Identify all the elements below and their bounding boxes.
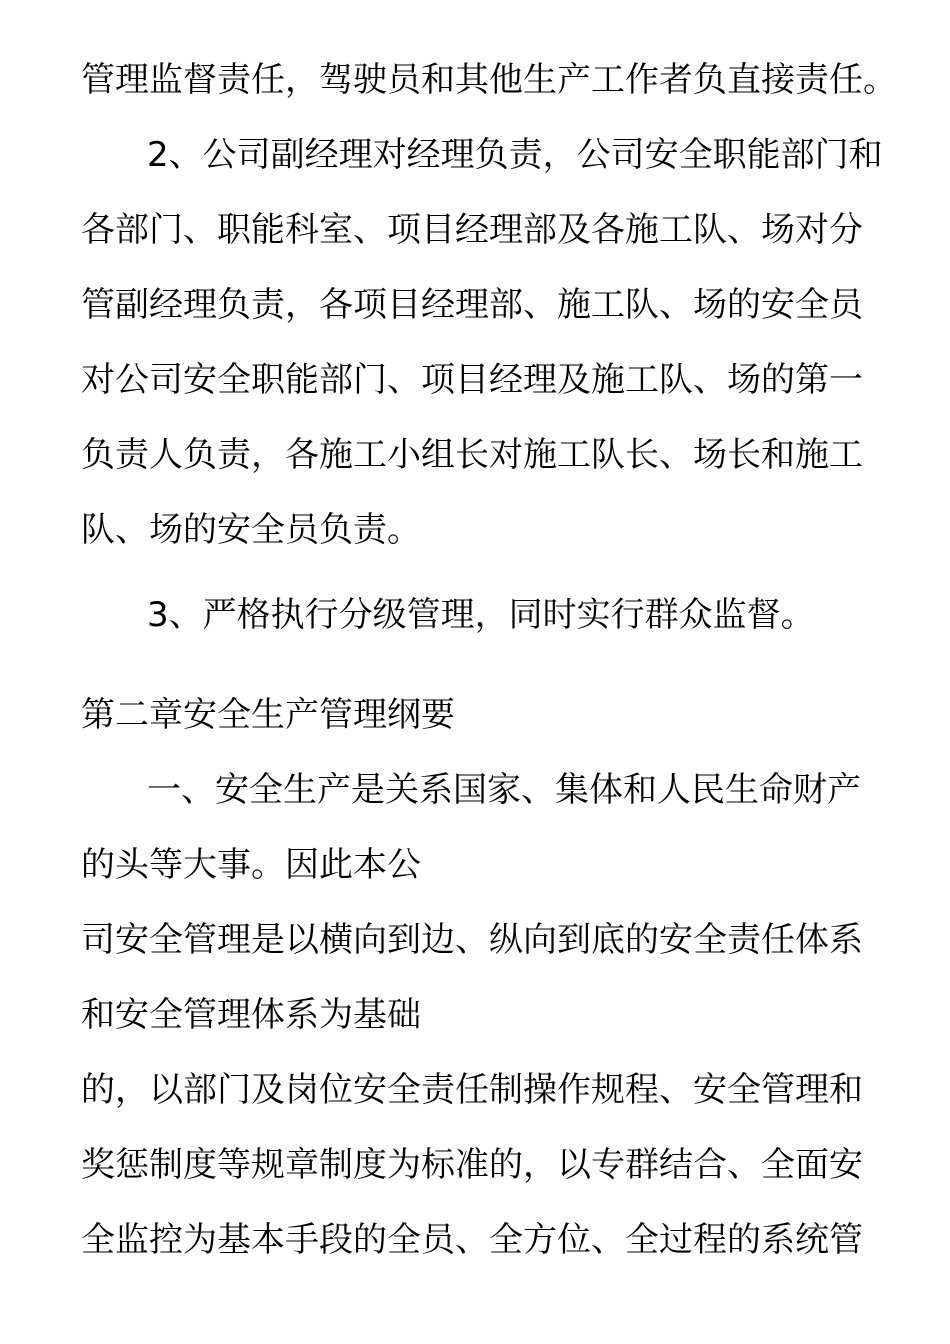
text-line: 负责人负责，各施工小组长对施工队长、场长和施工 [81,435,863,475]
chapter-heading: 第二章安全生产管理纲要 [81,695,455,735]
text-line: 管副经理负责，各项目经理部、施工队、场的安全员 [81,285,863,325]
text-line: 各部门、职能科室、项目经理部及各施工队、场对分 [81,210,863,250]
text-line: 和安全管理体系为基础 [81,995,421,1035]
paragraph-2-start: 2、公司副经理对经理负责，公司安全职能部门和 [147,135,883,175]
text-line: 奖惩制度等规章制度为标准的，以专群结合、全面安 [81,1145,863,1185]
section-1-start: 一、安全生产是关系国家、集体和人民生命财产 [147,770,861,810]
paragraph-3: 3、严格执行分级管理，同时实行群众监督。 [147,595,815,635]
text-line: 的头等大事。因此本公 [81,845,421,885]
text-line: 对公司安全职能部门、项目经理及施工队、场的第一 [81,360,863,400]
text-line: 管理监督责任，驾驶员和其他生产工作者负直接责任。 [81,60,897,100]
text-line: 司安全管理是以横向到边、纵向到底的安全责任体系 [81,920,863,960]
text-line: 队、场的安全员负责。 [81,510,421,550]
text-line: 的，以部门及岗位安全责任制操作规程、安全管理和 [81,1070,863,1110]
text-line: 全监控为基本手段的全员、全方位、全过程的系统管 [81,1220,863,1260]
